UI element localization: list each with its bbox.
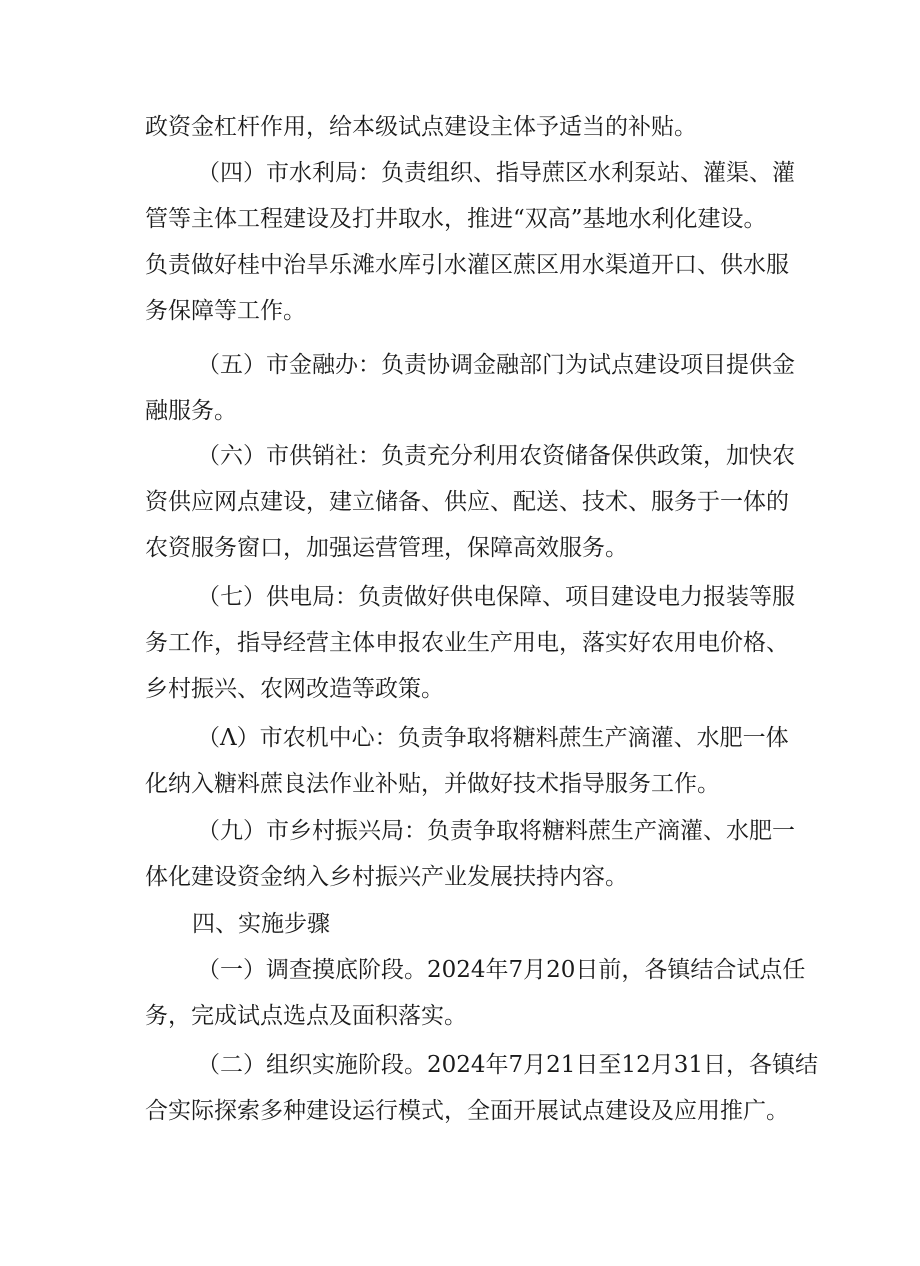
paragraph-line: 务保障等工作。 xyxy=(145,298,306,324)
paragraph-line: （七）供电局：负责做好供电保障、项目建设电力报装等服 xyxy=(197,584,795,610)
paragraph-line: 负责做好桂中治旱乐滩水库引水灌区蔗区用水渠道开口、供水服 xyxy=(145,252,789,278)
paragraph-line: 融服务。 xyxy=(145,398,237,424)
paragraph-line: （九）市乡村振兴局：负责争取将糖料蔗生产滴灌、水肥一 xyxy=(197,818,795,844)
paragraph-line: 资供应网点建设，建立储备、供应、配送、技术、服务于一体的 xyxy=(145,489,789,515)
paragraph-line: 合实际探索多种建设运行模式，全面开展试点建设及应用推广。 xyxy=(145,1098,789,1124)
paragraph-line: （Λ）市农机中心：负责争取将糖料蔗生产滴灌、水肥一体 xyxy=(197,725,789,751)
paragraph-line: （四）市水利局：负责组织、指导蔗区水利泵站、灌渠、灌 xyxy=(197,160,795,186)
paragraph-line: （二）组织实施阶段。2024年7月21日至12月31日，各镇结 xyxy=(197,1052,818,1078)
section-heading: 四、实施步骤 xyxy=(192,911,330,937)
paragraph-line: 务工作，指导经营主体申报农业生产用电，落实好农用电价格、 xyxy=(145,630,789,656)
paragraph-line: 管等主体工程建设及打井取水，推进“双高”基地水利化建设。 xyxy=(145,206,767,232)
paragraph-line: （六）市供销社：负责充分利用农资储备保供政策，加快农 xyxy=(197,443,795,469)
paragraph-line: （一）调查摸底阶段。2024年7月20日前，各镇结合试点任 xyxy=(197,957,806,983)
paragraph-line: 体化建设资金纳入乡村振兴产业发展扶持内容。 xyxy=(145,864,628,890)
paragraph-line: 农资服务窗口，加强运营管理，保障高效服务。 xyxy=(145,535,628,561)
paragraph-line: 乡村振兴、农网改造等政策。 xyxy=(145,676,444,702)
paragraph-line: 化纳入糖料蔗良法作业补贴，并做好技术指导服务工作。 xyxy=(145,771,720,797)
paragraph-line: 政资金杠杆作用，给本级试点建设主体予适当的补贴。 xyxy=(145,114,697,140)
paragraph-line: 务，完成试点选点及面积落实。 xyxy=(145,1003,467,1029)
paragraph-line: （五）市金融办：负责协调金融部门为试点建设项目提供金 xyxy=(197,352,795,378)
